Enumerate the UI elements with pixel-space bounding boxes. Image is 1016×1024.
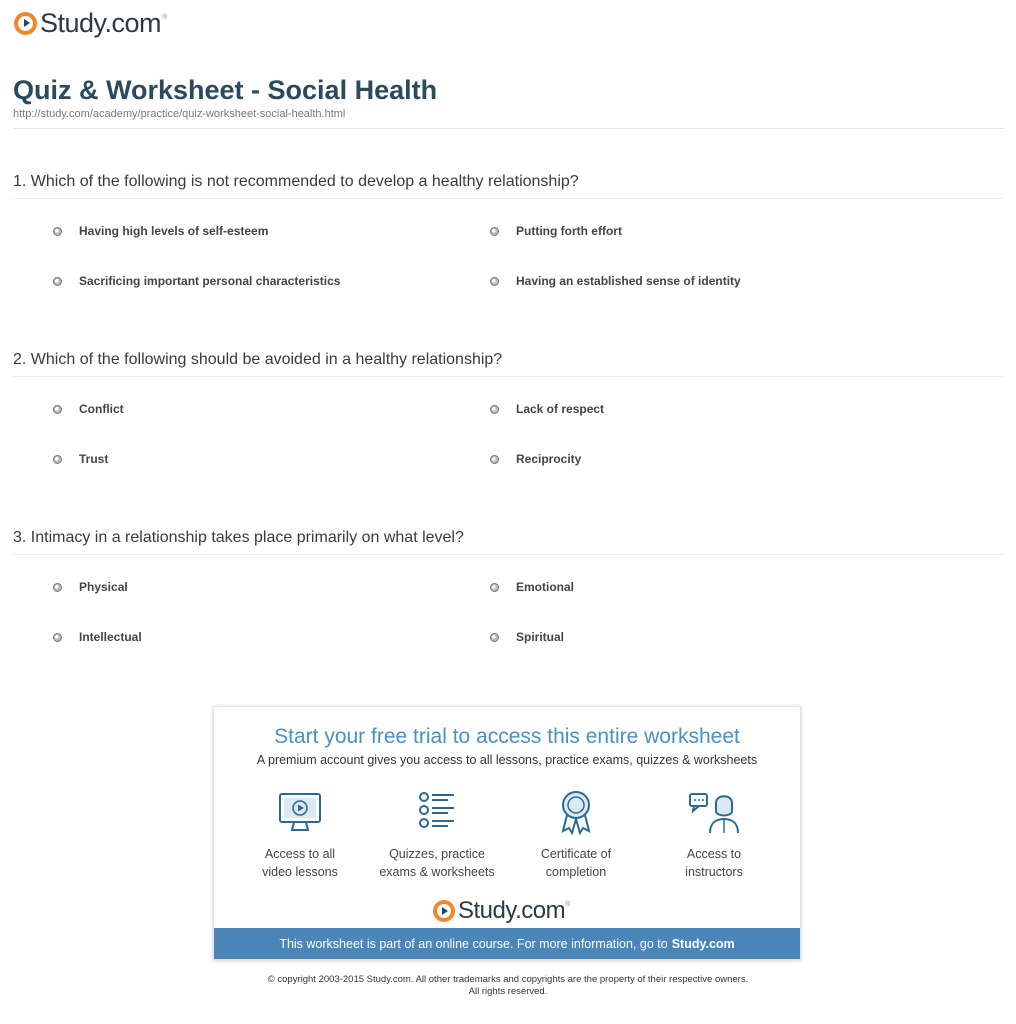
promo-subtitle: A premium account gives you access to all lessons, practice exams, quizzes & worksheets [256, 753, 758, 767]
question-1 [13, 173, 1004, 299]
question-text: 2. Which of the following should be avoided in a healthy relationship? [13, 351, 1004, 377]
radio-button-icon[interactable] [53, 227, 62, 236]
promo-study-logo[interactable] [433, 897, 570, 925]
option-label: Intellectual [79, 630, 142, 644]
option-a[interactable] [53, 402, 124, 416]
radio-button-icon[interactable] [490, 227, 499, 236]
course-info-bar [214, 928, 800, 959]
copyright-footer [0, 974, 1016, 998]
option-label: Conflict [79, 402, 124, 416]
question-options [13, 555, 1004, 655]
instructor-icon [688, 789, 740, 835]
feature-line: Quizzes, practice [389, 847, 485, 861]
radio-button-icon[interactable] [53, 277, 62, 286]
play-logo-icon [433, 900, 455, 922]
option-label: Putting forth effort [516, 224, 622, 238]
radio-button-icon[interactable] [53, 405, 62, 414]
free-trial-promo[interactable] [213, 706, 801, 960]
page-title: Quiz & Worksheet - Social Health [13, 75, 438, 105]
feature-line: instructors [685, 865, 743, 879]
feature-line: exams & worksheets [379, 865, 495, 879]
study-logo[interactable] [14, 8, 167, 38]
promo-title[interactable]: Start your free trial to access this entire worksheet [274, 725, 740, 748]
question-options [13, 199, 1004, 299]
trademark-mark: ® [162, 14, 168, 21]
quiz-list-icon [414, 789, 460, 835]
option-a[interactable] [53, 580, 128, 594]
course-info-text: This worksheet is part of an online course. For more information, go to [279, 936, 668, 951]
certificate-icon [553, 789, 599, 835]
option-label: Lack of respect [516, 402, 605, 416]
radio-button-icon[interactable] [490, 277, 499, 286]
feature-certificate [506, 789, 646, 881]
feature-quizzes [367, 789, 507, 881]
page-url: http://study.com/academy/practice/quiz-worksheet-social-health.html [13, 108, 346, 120]
option-label: Having high levels of self-esteem [79, 224, 269, 238]
option-label: Reciprocity [516, 452, 582, 466]
question-2 [13, 351, 1004, 477]
question-text: 1. Which of the following is not recommended to develop a healthy relationship? [13, 173, 1004, 199]
option-b[interactable] [490, 580, 574, 594]
feature-line: Certificate of [540, 847, 612, 861]
feature-line: completion [545, 865, 607, 879]
option-label: Spiritual [516, 630, 565, 644]
option-label: Trust [79, 452, 109, 466]
header-divider [13, 128, 1004, 129]
feature-line: Access to [686, 847, 742, 861]
feature-instructors [644, 789, 784, 881]
option-b[interactable] [490, 224, 622, 238]
option-a[interactable] [53, 224, 268, 238]
option-c[interactable] [53, 274, 340, 288]
video-lesson-icon [277, 789, 323, 835]
option-label: Having an established sense of identity [516, 274, 741, 288]
option-d[interactable] [490, 452, 581, 466]
option-label: Sacrificing important personal characteristics [79, 274, 341, 288]
feature-line: Access to all [264, 847, 336, 861]
rights-line: All rights reserved. [468, 986, 548, 997]
feature-line: video lessons [262, 865, 338, 879]
option-label: Emotional [516, 580, 575, 594]
brand-name: Study.com [458, 897, 566, 924]
radio-button-icon[interactable] [490, 405, 499, 414]
question-options [13, 377, 1004, 477]
option-c[interactable] [53, 630, 142, 644]
radio-button-icon[interactable] [490, 633, 499, 642]
radio-button-icon[interactable] [490, 455, 499, 464]
radio-button-icon[interactable] [53, 583, 62, 592]
feature-video-lessons [230, 789, 370, 881]
option-label: Physical [79, 580, 128, 594]
radio-button-icon[interactable] [53, 455, 62, 464]
trademark-mark: ® [565, 901, 571, 908]
copyright-line: © copyright 2003-2015 Study.com. All other trademarks and copyrights are the property of their respective owners. [267, 974, 749, 985]
question-3 [13, 529, 1004, 655]
brand-name: Study.com [40, 7, 162, 38]
option-b[interactable] [490, 402, 604, 416]
question-text: 3. Intimacy in a relationship takes place primarily on what level? [13, 529, 1004, 555]
play-logo-icon [14, 12, 37, 35]
option-d[interactable] [490, 630, 564, 644]
radio-button-icon[interactable] [490, 583, 499, 592]
radio-button-icon[interactable] [53, 633, 62, 642]
option-d[interactable] [490, 274, 741, 288]
option-c[interactable] [53, 452, 108, 466]
study-link[interactable]: Study.com [671, 936, 735, 951]
